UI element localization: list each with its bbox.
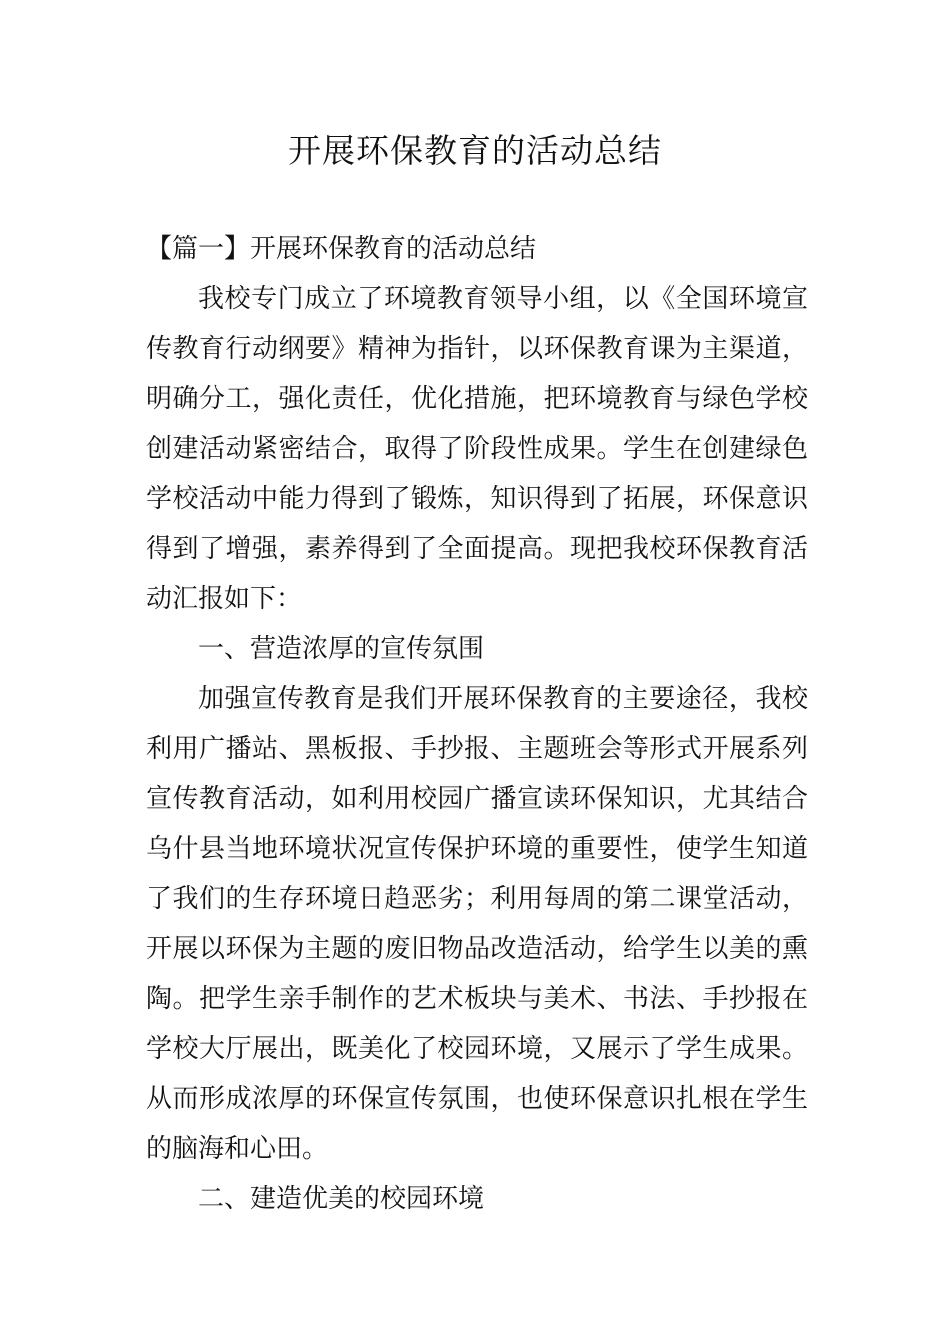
paragraph-line: 动汇报如下： <box>146 584 303 614</box>
paragraph-line: 明确分工，强化责任，优化措施，把环境教育与绿色学校 <box>146 384 808 414</box>
paragraph-2 <box>146 674 808 1174</box>
paragraph-line: 开展以环保为主题的废旧物品改造活动，给学生以美的熏 <box>146 934 808 964</box>
subheading-2: 二、建造优美的校园环境 <box>198 1184 485 1214</box>
paragraph-line: 加强宣传教育是我们开展环保教育的主要途径，我校 <box>198 684 808 714</box>
paragraph-line: 的脑海和心田。 <box>146 1134 329 1164</box>
paragraph-1 <box>146 274 808 624</box>
paragraph-line: 从而形成浓厚的环保宣传氛围，也使环保意识扎根在学生 <box>146 1084 808 1114</box>
document-title: 开展环保教育的活动总结 <box>288 131 662 170</box>
paragraph-line: 乌什县当地环境状况宣传保护环境的重要性，使学生知道 <box>146 834 808 864</box>
paragraph-line: 传教育行动纲要》精神为指针，以环保教育课为主渠道， <box>146 334 808 364</box>
subheading-1: 一、营造浓厚的宣传氛围 <box>198 634 485 664</box>
paragraph-line: 学校活动中能力得到了锻炼，知识得到了拓展，环保意识 <box>146 484 808 514</box>
section-heading: 【篇一】开展环保教育的活动总结 <box>146 234 537 264</box>
paragraph-line: 陶。把学生亲手制作的艺术板块与美术、书法、手抄报在 <box>146 984 808 1014</box>
paragraph-line: 学校大厅展出，既美化了校园环境，又展示了学生成果。 <box>146 1034 808 1064</box>
paragraph-line: 创建活动紧密结合，取得了阶段性成果。学生在创建绿色 <box>146 434 808 464</box>
document-body <box>146 224 808 1224</box>
paragraph-line: 我校专门成立了环境教育领导小组，以《全国环境宣 <box>198 284 808 314</box>
paragraph-line: 得到了增强，素养得到了全面提高。现把我校环保教育活 <box>146 534 808 564</box>
paragraph-line: 宣传教育活动，如利用校园广播宣读环保知识，尤其结合 <box>146 784 808 814</box>
paragraph-line: 利用广播站、黑板报、手抄报、主题班会等形式开展系列 <box>146 734 808 764</box>
paragraph-line: 了我们的生存环境日趋恶劣；利用每周的第二课堂活动， <box>146 884 808 914</box>
